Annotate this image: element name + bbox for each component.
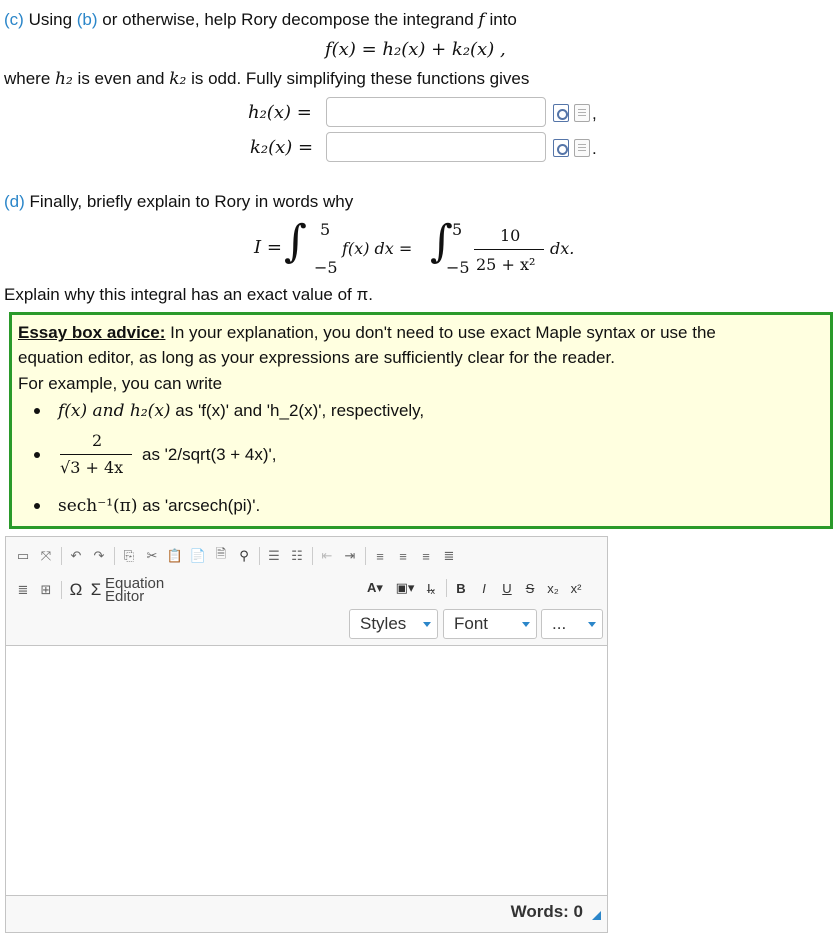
- essay-text-area[interactable]: [6, 645, 607, 896]
- toolbar-separator: [365, 547, 366, 565]
- k2-preview-icon[interactable]: [553, 139, 569, 157]
- fraction-bar: [474, 249, 544, 250]
- part-c-intro: (c) Using (b) or otherwise, help Rory decompose the integrand f into: [4, 10, 517, 30]
- table-icon[interactable]: ⊞: [40, 582, 52, 597]
- maximize-icon[interactable]: ⤧: [40, 548, 52, 563]
- toolbar-row-2: [12, 577, 185, 603]
- h2-trailing-comma: ,: [592, 104, 597, 123]
- toolbar-separator: [61, 581, 62, 599]
- paste-text-icon[interactable]: 📄: [189, 548, 207, 563]
- bullet-icon: [34, 452, 40, 458]
- subscript-icon[interactable]: x₂: [547, 580, 559, 596]
- toolbar-separator: [312, 547, 313, 565]
- numbered-list-icon[interactable]: ☰: [268, 548, 280, 563]
- strike-icon[interactable]: S: [525, 580, 535, 596]
- text-color-icon[interactable]: A▾: [367, 580, 383, 595]
- h2-answer-input[interactable]: [326, 97, 546, 127]
- essay-advice-box: [9, 312, 833, 529]
- advice-bullet-1: f(x) and h₂(x) as 'f(x)' and 'h_2(x)', respectively,: [58, 401, 425, 421]
- align-center-icon[interactable]: ≡: [399, 548, 407, 564]
- integral-sign-2: ∫: [430, 216, 453, 267]
- part-c-label: (c): [4, 10, 24, 29]
- toolbar-row-1: [12, 545, 461, 567]
- align-right-icon[interactable]: ≡: [422, 548, 430, 564]
- bullet-icon: [34, 408, 40, 414]
- toolbar-separator: [61, 547, 62, 565]
- k2-label: k₂(x) =: [250, 137, 314, 158]
- paste-icon[interactable]: 📋: [166, 548, 184, 563]
- k2-trailing-period: .: [592, 139, 597, 158]
- advice-line-2: equation editor, as long as your expressions are sufficiently clear for the reader.: [18, 348, 615, 367]
- advice-line-1: Essay box advice: In your explanation, you don't need to use exact Maple syntax or use the: [18, 323, 716, 342]
- advice-bullet-3: sech⁻¹(π) as 'arcsech(pi)'.: [58, 496, 261, 516]
- copy-icon[interactable]: ⎘: [123, 548, 135, 563]
- redo-icon[interactable]: ↷: [93, 548, 105, 563]
- horizontal-line-icon[interactable]: ≣: [17, 582, 29, 597]
- part-d-explain: Explain why this integral has an exact value of π.: [4, 285, 373, 304]
- underline-icon[interactable]: U: [502, 580, 512, 596]
- advice-fraction: 2 √3 + 4x: [58, 431, 134, 481]
- bold-icon[interactable]: B: [456, 580, 466, 596]
- equation-editor-button[interactable]: Equation Editor: [105, 575, 165, 605]
- font-dropdown[interactable]: Font: [443, 609, 537, 639]
- resize-handle-icon[interactable]: [592, 911, 601, 920]
- find-icon[interactable]: ⚲: [239, 548, 249, 563]
- h2-preview-icon[interactable]: [553, 104, 569, 122]
- superscript-icon[interactable]: x²: [570, 580, 582, 596]
- italic-icon[interactable]: I: [482, 580, 486, 596]
- toolbar-separator: [114, 547, 115, 565]
- integral-equation: I = ∫ 5 −5 f(x) dx = ∫ 5 −5 10 25 + x² dx.: [254, 216, 575, 277]
- format-buttons: [360, 577, 588, 599]
- part-d-label: (d): [4, 192, 25, 211]
- decomposition-equation: f(x) = h₂(x) + k₂(x) ,: [325, 39, 506, 60]
- special-char-icon[interactable]: Ω: [69, 580, 83, 599]
- align-left-icon[interactable]: ≡: [376, 548, 384, 564]
- source-icon[interactable]: ▭: [16, 548, 30, 563]
- toolbar-separator: [259, 547, 260, 565]
- k2-help-icon[interactable]: [574, 139, 590, 157]
- advice-line-3: For example, you can write: [18, 374, 223, 393]
- k2-answer-input[interactable]: [326, 132, 546, 162]
- chevron-down-icon: [423, 622, 431, 627]
- chevron-down-icon: [588, 622, 596, 627]
- part-c-where: where h₂ is even and k₂ is odd. Fully simplifying these functions gives: [4, 69, 530, 89]
- more-dropdown[interactable]: ...: [541, 609, 603, 639]
- undo-icon[interactable]: ↶: [70, 548, 82, 563]
- part-d-intro: (d) Finally, briefly explain to Rory in words why: [4, 192, 354, 211]
- sigma-icon[interactable]: Σ: [90, 580, 102, 599]
- h2-label: h₂(x) =: [248, 102, 312, 123]
- essay-editor: [5, 536, 608, 933]
- word-count: Words: 0: [510, 902, 583, 921]
- integral-sign: ∫: [284, 216, 307, 267]
- bullet-list-icon[interactable]: ☷: [291, 548, 303, 563]
- chevron-down-icon: [522, 622, 530, 627]
- advice-bullet-2: as '2/sqrt(3 + 4x)',: [142, 445, 277, 464]
- remove-format-icon[interactable]: I̶ₓ: [427, 580, 435, 596]
- h2-help-icon[interactable]: [574, 104, 590, 122]
- align-justify-icon[interactable]: ≣: [443, 548, 455, 563]
- toolbar-separator: [446, 579, 447, 597]
- cut-icon[interactable]: ✂: [146, 548, 158, 563]
- indent-icon[interactable]: ⇥: [344, 548, 356, 563]
- outdent-icon[interactable]: ⇤: [321, 548, 333, 563]
- paste-word-icon[interactable]: 🗎: [215, 546, 227, 561]
- advice-fraction-bar: [60, 454, 132, 455]
- styles-dropdown[interactable]: Styles: [349, 609, 438, 639]
- bullet-icon: [34, 503, 40, 509]
- bg-color-icon[interactable]: ▣▾: [395, 580, 415, 595]
- reference-b: (b): [76, 10, 98, 29]
